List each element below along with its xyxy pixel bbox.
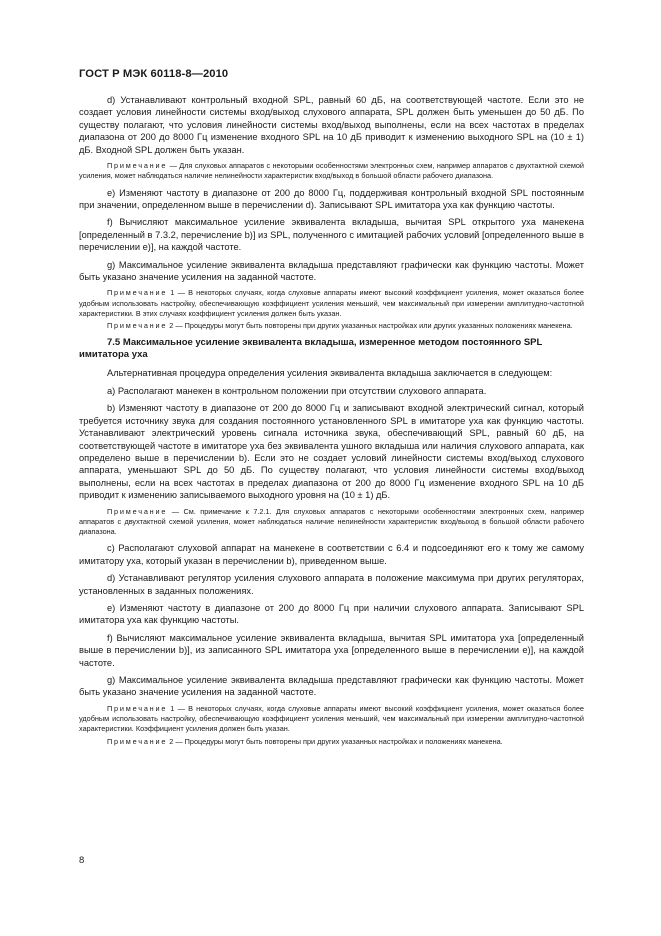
note: [79, 321, 584, 331]
note: [79, 737, 584, 747]
paragraph: b) Изменяют частоту в диапазоне от 200 до 8000 Гц и записывают входной электрический сигнал, который требуется источнику звука для создания постоянного установленного SPL в имитаторе уха как функцию частоты. Устанавливают электрический уровень сигнала источника звука, обеспечивающий SPL, равный 60 дБ, на соответствующей частоте в имитаторе уха без эквивалента ушного вкладыша или наличия слухового аппарата, как определено выше в перечислении b). Если это не создает условий линейности системы вход/выход слухового аппарата, уменьшают SPL до 50 дБ. По существу полагают, что условия линейности системы вход/выход выполнены, если на всех частотах в пределах диапазона от 200 до 8000 Гц изменение входного SPL на 10 дБ приводит к изменению записываемого выходного уровня на (10 ± 1) дБ.: [79, 403, 584, 501]
note-label: Примечание: [107, 161, 168, 171]
document-header: ГОСТ Р МЭК 60118-8—2010: [79, 68, 229, 80]
note-text: 1 — В некоторых случаях, когда слуховые аппараты имеют высокий коэффициент усиления, может оказаться более удобным использовать настройку, обеспечивающую коэффициент усиления меньший, чем максимальный при измерении амплитудно-частотной характеристики. В этих случаях коэффициент усиления должен быть указан.: [79, 288, 584, 319]
paragraph: c) Располагают слуховой аппарат на манекене в соответствии с 6.4 и подсоединяют его к тому же самому имитатору уха, который указан в перечислении b), приведенном выше.: [79, 543, 584, 566]
paragraph: Альтернативная процедура определения усиления эквивалента вкладыша заключается в следующем:: [107, 368, 553, 379]
page-number: 8: [79, 855, 85, 866]
paragraph: d) Устанавливают регулятор усиления слухового аппарата в положение максимума при других регуляторах, установленных в заданных положениях.: [79, 573, 584, 596]
note-text: — Для слуховых аппаратов с некоторыми особенностями электронных схем, например аппаратов с двухтактной схемой усиления, может наблюдаться наличие нелинейности характеристик вход/выход в большой области рабочего диапазона.: [79, 161, 584, 181]
note-label: Примечание: [107, 736, 168, 746]
paragraph: g) Максимальное усиление эквивалента вкладыша представляют графически как функцию частоты. Может быть указано значение усиления на заданной частоте.: [79, 259, 584, 283]
note-text: 2 — Процедуры могут быть повторены при других указанных настройках и положениях манекена.: [167, 736, 503, 746]
paragraph: e) Изменяют частоту в диапазоне от 200 до 8000 Гц при наличии слухового аппарата. Записывают SPL имитатора уха как функцию частоты.: [79, 603, 584, 626]
paragraph: e) Изменяют частоту в диапазоне от 200 до 8000 Гц, поддерживая контрольный входной SPL постоянным при значении, определенном выше в перечислении d). Записывают SPL имитатора уха как функцию частоты.: [79, 187, 584, 211]
note-label: Примечание: [107, 288, 168, 298]
note-text: — См. примечание к 7.2.1. Для слуховых аппаратов с некоторыми особенностями электронных схем, например аппаратов с двухтактной схемой усиления, может наблюдаться наличие нелинейности характеристик вход/выход в большой области рабочего диапазона.: [79, 506, 584, 537]
paragraph: a) Располагают манекен в контрольном положении при отсутствии слухового аппарата.: [107, 385, 487, 396]
note-label: Примечание: [107, 703, 168, 713]
note: [79, 288, 584, 319]
paragraph: d) Устанавливают контрольный входной SPL, равный 60 дБ, на соответствующей частоте. Если это не создает условия линейности системы вход/выход слухового аппарата, SPL должен быть уменьшен до 50 дБ. По существу полагают, что условия линейности системы вход/выход выполнены, если на всех частотах в пределах диапазона от 200 до 8000 Гц изменение входного SPL на 10 дБ приводит к изменению выходного SPL на (10 ± 1) дБ. Входной SPL должен быть указан.: [79, 95, 584, 155]
paragraph: f) Вычисляют максимальное усиление эквивалента вкладыша, вычитая SPL имитатора уха [определенный выше в перечислении b)], из записанного SPL имитатора уха [определенного выше в перечислении e)], на каждой частоте.: [79, 632, 584, 668]
note-text: 1 — В некоторых случаях, когда слуховые аппараты имеют высокий коэффициент усиления, может оказаться более удобным использовать настройку, обеспечивающую коэффициент усиления меньший, чем максимальный при измерении амплитудно-частотной характеристики. Коэффициент усиления должен быть указан.: [79, 703, 584, 734]
note: [79, 161, 584, 182]
note-text: 2 — Процедуры могут быть повторены при других указанных настройках или других указанных положениях манекена.: [167, 321, 573, 331]
note-label: Примечание: [107, 321, 168, 331]
document-body: [79, 94, 584, 752]
note: [79, 507, 584, 538]
note: [79, 704, 584, 735]
section-heading: 7.5 Максимальное усиление эквивалента вкладыша, измеренное методом постоянного SPL имитатора уха: [79, 336, 543, 361]
note-label: Примечание: [107, 506, 168, 516]
paragraph: g) Максимальное усиление эквивалента вкладыша представляют графически как функцию частоты. Может быть указано значение усиления на заданной частоте.: [79, 675, 584, 698]
paragraph: f) Вычисляют максимальное усиление эквивалента вкладыша, вычитая SPL открытого уха манекена [определенный в 7.3.2, перечисление b)] из SPL, полученного с имитацией рабочих условий [определенного выше в перечислении e)], на каждой частоте.: [79, 217, 584, 253]
